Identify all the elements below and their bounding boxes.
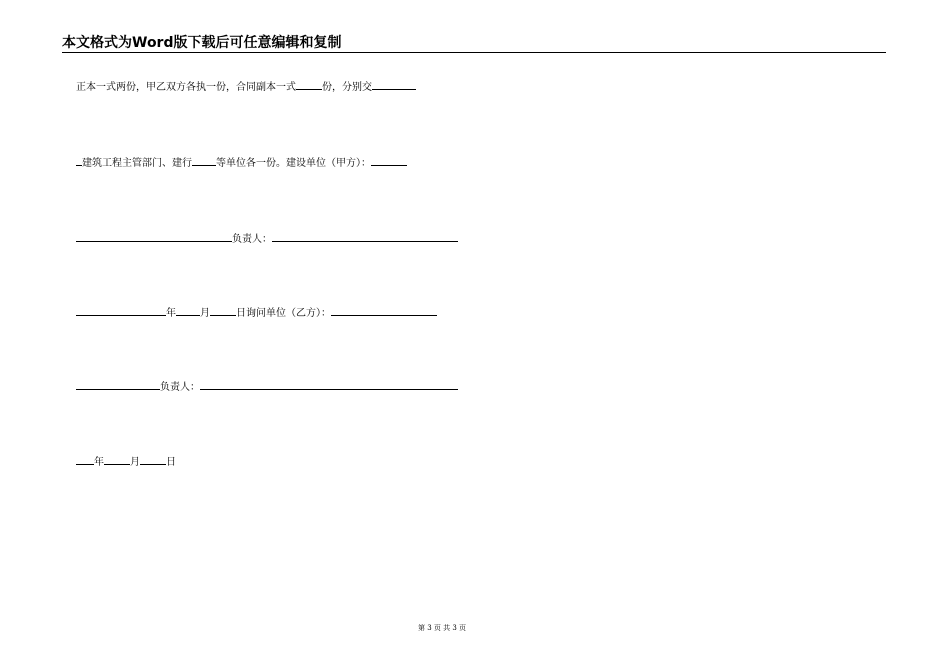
paragraph-line-2 bbox=[76, 155, 468, 169]
blank-field bbox=[76, 454, 94, 465]
blank-field bbox=[372, 79, 416, 90]
blank-field bbox=[140, 454, 166, 465]
paragraph-line-4 bbox=[76, 305, 468, 319]
line-3-text-a: 负责人： bbox=[232, 234, 272, 245]
line-1-text-a: 正本一式两份，甲乙双方各执一份，合同副本一式 bbox=[76, 82, 296, 93]
blank-field bbox=[192, 155, 216, 166]
line-6-text-c: 日 bbox=[166, 457, 176, 468]
paragraph-line-1 bbox=[76, 79, 468, 93]
blank-field bbox=[104, 454, 130, 465]
blank-field bbox=[76, 379, 160, 390]
paragraph-line-3 bbox=[76, 231, 468, 245]
line-4-text-b: 月 bbox=[200, 308, 210, 319]
blank-field bbox=[200, 379, 458, 390]
line-2-text-a: 建筑工程主管部门、建行 bbox=[82, 158, 192, 169]
blank-field bbox=[76, 305, 166, 316]
line-1-text-b: 份，分别交 bbox=[322, 82, 372, 93]
blank-field bbox=[331, 305, 437, 316]
document-header-title: 本文格式为Word版下载后可任意编辑和复制 bbox=[62, 35, 342, 51]
paragraph-line-5 bbox=[76, 379, 468, 393]
blank-field bbox=[371, 155, 407, 166]
blank-field bbox=[176, 305, 200, 316]
line-4-text-a: 年 bbox=[166, 308, 176, 319]
line-6-text-b: 月 bbox=[130, 457, 140, 468]
page-number-footer: 第 3 页 共 3 页 bbox=[417, 624, 467, 632]
blank-field bbox=[76, 231, 232, 242]
paragraph-line-6 bbox=[76, 454, 468, 468]
blank-field bbox=[210, 305, 236, 316]
line-5-text-a: 负责人： bbox=[160, 382, 200, 393]
blank-field bbox=[272, 231, 458, 242]
blank-field bbox=[296, 79, 322, 90]
line-2-text-b: 等单位各一份。建设单位（甲方）： bbox=[216, 158, 371, 169]
header-divider bbox=[62, 52, 886, 53]
line-6-text-a: 年 bbox=[94, 457, 104, 468]
line-4-text-c: 日询问单位（乙方）： bbox=[236, 308, 331, 319]
